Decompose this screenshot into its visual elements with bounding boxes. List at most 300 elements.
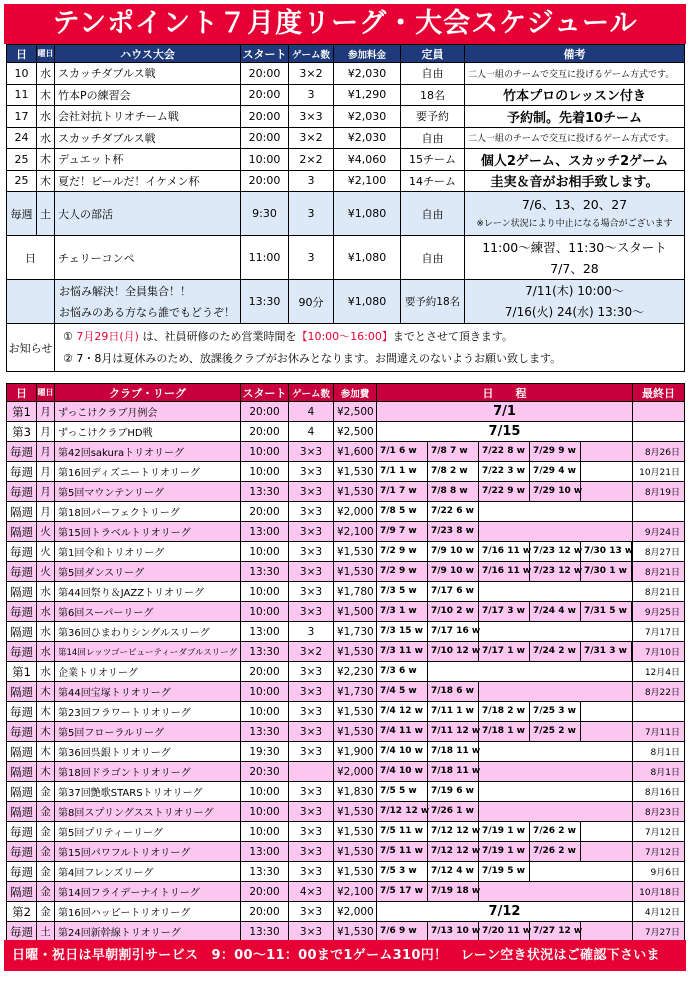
league-name: 第14回フライデーナイトリーグ — [55, 882, 241, 902]
event-day: 11 — [7, 84, 37, 106]
schedule-entry: 7/3 15 w — [377, 622, 428, 641]
schedule-entry: 7/9 7 w — [377, 522, 428, 541]
notice-line-2: ② 7・8月は夏休みのため、放課後クラブがお休みとなります。お間違えのないようお願い致します。 — [63, 351, 562, 365]
league-frequency: 毎週 — [7, 642, 37, 662]
event-start: 20:00 — [241, 127, 289, 149]
league-schedule — [377, 502, 633, 522]
event-day: 日 — [7, 236, 55, 280]
schedule-entry: 7/19 18 w — [428, 882, 479, 901]
event-fee: ¥1,080 — [334, 280, 401, 324]
league-dow: 月 — [37, 482, 55, 502]
notice-hours: 【10:00～16:00】 — [296, 329, 393, 343]
schedule-entry: 7/1 1 w — [377, 462, 428, 481]
league-last-day: 8月21日 — [633, 582, 685, 602]
event-start: 9:30 — [241, 192, 289, 236]
schedule-entry: 7/19 1 w — [479, 822, 530, 841]
schedule-date: 7/12 — [488, 904, 521, 919]
schedule-entries — [377, 742, 632, 761]
league-schedule — [377, 562, 633, 582]
event-day: 25 — [7, 170, 37, 192]
league-schedule — [377, 702, 633, 722]
event-capacity: 要予約 — [401, 106, 465, 128]
league-schedule — [377, 842, 633, 862]
league-name: 第18回パーフェクトリーグ — [55, 502, 241, 522]
event-note: 圭実＆音がお相手致します。 — [465, 170, 685, 192]
schedule-entries — [377, 702, 632, 721]
league-name: 第5回マウンテンリーグ — [55, 482, 241, 502]
league-games: 3×3 — [289, 582, 334, 602]
league-start: 20:30 — [241, 762, 289, 782]
league-games: 3×3 — [289, 742, 334, 762]
league-frequency: 隔週 — [7, 762, 37, 782]
schedule-entries — [377, 902, 632, 921]
event-dow: 木 — [37, 170, 55, 192]
league-row — [7, 642, 685, 662]
league-frequency: 毎週 — [7, 562, 37, 582]
note-line: 7/7、28 — [550, 260, 599, 276]
league-last-day: 9月24日 — [633, 522, 685, 542]
event-day: 毎週 — [7, 192, 37, 236]
league-schedule — [377, 902, 633, 922]
league-name: 第16回ディズニートリオリーグ — [55, 462, 241, 482]
event-day: 10 — [7, 63, 37, 85]
league-name: 第15回パワフルトリオリーグ — [55, 842, 241, 862]
league-last-day: 8月1日 — [633, 742, 685, 762]
league-fee: ¥2,100 — [334, 882, 377, 902]
event-start: 20:00 — [241, 63, 289, 85]
schedule-entries — [377, 562, 632, 581]
league-row — [7, 422, 685, 442]
league-start: 10:00 — [241, 782, 289, 802]
league-dow: 木 — [37, 762, 55, 782]
league-name: 第36回ひまわりシングルスリーグ — [55, 622, 241, 642]
event-capacity: 18名 — [401, 84, 465, 106]
league-fee: ¥2,000 — [334, 502, 377, 522]
league-start: 10:00 — [241, 542, 289, 562]
league-dow: 木 — [37, 702, 55, 722]
schedule-entry: 7/24 2 w — [530, 642, 581, 661]
league-frequency: 毎週 — [7, 482, 37, 502]
club-header-row — [7, 384, 685, 402]
schedule-entry: 7/1 6 w — [377, 442, 428, 461]
league-row — [7, 622, 685, 642]
league-dow: 木 — [37, 682, 55, 702]
event-fee: ¥2,030 — [334, 63, 401, 85]
league-fee: ¥2,100 — [334, 522, 377, 542]
header-day: 日 — [7, 45, 37, 63]
league-start: 10:00 — [241, 802, 289, 822]
event-day — [7, 280, 55, 324]
league-fee: ¥1,780 — [334, 582, 377, 602]
event-name: スカッチダブルス戦 — [55, 63, 241, 85]
header-start: スタート — [241, 384, 289, 402]
house-row-cherry — [7, 236, 685, 280]
event-note: 予約制。先着10チーム — [465, 106, 685, 128]
league-fee: ¥1,830 — [334, 782, 377, 802]
schedule-entry: 7/12 12 w — [428, 822, 479, 841]
schedule-entries — [377, 822, 632, 841]
schedule-entry: 7/13 10 w — [428, 922, 479, 941]
league-last-day: 8月21日 — [633, 562, 685, 582]
league-frequency: 隔週 — [7, 742, 37, 762]
league-last-day: 7月11日 — [633, 722, 685, 742]
league-dow: 月 — [37, 422, 55, 442]
event-fee: ¥4,060 — [334, 149, 401, 171]
schedule-entries — [377, 602, 632, 621]
league-last-day: 9月25日 — [633, 602, 685, 622]
league-last-day: 4月12日 — [633, 902, 685, 922]
league-dow: 金 — [37, 782, 55, 802]
note-line: 7/6、13、20、27 — [521, 196, 628, 212]
schedule-entry: 7/25 2 w — [530, 722, 581, 741]
league-fee: ¥1,500 — [334, 602, 377, 622]
event-start: 20:00 — [241, 106, 289, 128]
schedule-date: 7/15 — [488, 424, 521, 439]
league-row — [7, 662, 685, 682]
league-games: 4 — [289, 422, 334, 442]
league-schedule — [377, 722, 633, 742]
event-games: 3×2 — [289, 63, 334, 85]
league-fee: ¥2,500 — [334, 402, 377, 422]
schedule-entry: 7/22 6 w — [428, 502, 479, 521]
event-games: 3 — [289, 192, 334, 236]
schedule-entry: 7/4 5 w — [377, 682, 428, 701]
league-last-day: 8月16日 — [633, 782, 685, 802]
schedule-entry: 7/17 6 w — [428, 582, 479, 601]
league-name: 第14回レッツゴービューティーダブルスリーグ — [55, 642, 241, 662]
schedule-entry: 7/4 12 w — [377, 702, 428, 721]
note-line: 11:00～練習、11:30～スタート — [482, 239, 667, 255]
league-last-day: 10月21日 — [633, 462, 685, 482]
schedule-entry: 7/24 4 w — [530, 602, 581, 621]
league-dow: 水 — [37, 602, 55, 622]
league-name: 第36回呉銀トリオリーグ — [55, 742, 241, 762]
event-name: 竹本Pの練習会 — [55, 84, 241, 106]
league-schedule — [377, 462, 633, 482]
league-name: 第42回sakuraトリオリーグ — [55, 442, 241, 462]
event-fee: ¥2,100 — [334, 170, 401, 192]
league-row — [7, 402, 685, 422]
league-start: 20:00 — [241, 662, 289, 682]
league-row — [7, 762, 685, 782]
league-games: 4×3 — [289, 882, 334, 902]
event-start: 13:30 — [241, 280, 289, 324]
league-name: 第5回ダンスリーグ — [55, 562, 241, 582]
schedule-date: 7/1 — [493, 404, 516, 419]
schedule-entry: 7/30 1 w — [581, 562, 632, 581]
league-start: 20:00 — [241, 502, 289, 522]
league-games: 3×3 — [289, 502, 334, 522]
schedule-entry: 7/17 1 w — [479, 642, 530, 661]
house-row — [7, 149, 685, 171]
league-name: 第18回ドラゴントリオリーグ — [55, 762, 241, 782]
league-row — [7, 862, 685, 882]
league-name: 第23回フラワートリオリーグ — [55, 702, 241, 722]
club-league-table — [6, 383, 685, 942]
schedule-entry: 7/6 9 w — [377, 922, 428, 941]
house-row-adult — [7, 192, 685, 236]
league-last-day: 7月12日 — [633, 822, 685, 842]
name-line: お悩みのある方なら誰でもどうぞ！ — [59, 305, 235, 319]
schedule-entry: 7/30 13 w — [581, 542, 632, 561]
header-day: 日 — [7, 384, 37, 402]
header-league: クラブ・リーグ — [55, 384, 241, 402]
event-note: 二人一組のチームで交互に投げるゲーム方式です。 — [465, 63, 685, 85]
schedule-entries — [377, 502, 632, 521]
league-start: 13:00 — [241, 842, 289, 862]
league-name: 第15回トラベルトリオリーグ — [55, 522, 241, 542]
schedule-entry: 7/22 3 w — [479, 462, 530, 481]
event-dow: 木 — [37, 149, 55, 171]
league-fee: ¥1,530 — [334, 462, 377, 482]
league-games: 3×3 — [289, 662, 334, 682]
league-name: 第16回ハッピートリオリーグ — [55, 902, 241, 922]
league-frequency: 隔週 — [7, 502, 37, 522]
event-dow: 水 — [37, 63, 55, 85]
league-start: 10:00 — [241, 442, 289, 462]
league-games: 3×2 — [289, 642, 334, 662]
league-row — [7, 742, 685, 762]
event-games: 2×2 — [289, 149, 334, 171]
league-games: 3×3 — [289, 462, 334, 482]
league-dow: 月 — [37, 402, 55, 422]
league-frequency: 第1 — [7, 402, 37, 422]
league-start: 19:30 — [241, 742, 289, 762]
notice-text-part: は、社員研修のため営業時間を — [138, 329, 297, 343]
league-games: 3×3 — [289, 862, 334, 882]
league-frequency: 毎週 — [7, 602, 37, 622]
league-games: 3×3 — [289, 482, 334, 502]
schedule-entry: 7/23 12 w — [530, 542, 581, 561]
event-dow: 木 — [37, 84, 55, 106]
header-schedule: 日 程 — [377, 384, 633, 402]
league-last-day: 8月27日 — [633, 542, 685, 562]
schedule-entry: 7/4 11 w — [377, 722, 428, 741]
event-note: 二人一組のチームで交互に投げるゲーム方式です。 — [465, 127, 685, 149]
league-fee: ¥1,530 — [334, 862, 377, 882]
schedule-entries — [377, 482, 632, 501]
header-dow: 曜日 — [37, 45, 55, 63]
league-row — [7, 442, 685, 462]
league-last-day: 8月1日 — [633, 762, 685, 782]
league-dow: 水 — [37, 662, 55, 682]
league-schedule — [377, 782, 633, 802]
house-header-row — [7, 45, 685, 63]
league-schedule — [377, 862, 633, 882]
league-frequency: 隔週 — [7, 682, 37, 702]
league-start: 10:00 — [241, 462, 289, 482]
note-line: 7/16(火) 24(水) 13:30～ — [504, 304, 645, 319]
schedule-entry: 7/2 9 w — [377, 562, 428, 581]
header-fee: 参加料金 — [334, 45, 401, 63]
league-schedule — [377, 542, 633, 562]
league-schedule — [377, 442, 633, 462]
schedule-entry: 7/22 9 w — [479, 482, 530, 501]
league-schedule — [377, 402, 633, 422]
schedule-entry: 7/8 2 w — [428, 462, 479, 481]
league-last-day — [633, 502, 685, 522]
league-frequency: 毎週 — [7, 702, 37, 722]
event-day: 25 — [7, 149, 37, 171]
schedule-entry: 7/4 10 w — [377, 762, 428, 781]
schedule-entries — [377, 662, 632, 681]
league-row — [7, 882, 685, 902]
league-fee: ¥1,600 — [334, 442, 377, 462]
league-games — [289, 762, 334, 782]
league-schedule — [377, 742, 633, 762]
notice-label: お知らせ — [7, 324, 55, 372]
footer-banner: 日曜・祝日は早朝割引サービス 9：00～11：00まで1ゲーム310円！ レーン空き状況はご確認下さいませ。 — [4, 940, 686, 971]
league-dow: 火 — [37, 542, 55, 562]
schedule-entry: 7/20 11 w — [479, 922, 530, 941]
league-last-day: 10月18日 — [633, 882, 685, 902]
schedule-entries — [377, 842, 632, 861]
schedule-entry: 7/5 11 w — [377, 822, 428, 841]
event-note: 個人2ゲーム、スカッチ2ゲーム — [465, 149, 685, 171]
league-games: 3×3 — [289, 442, 334, 462]
league-frequency: 隔週 — [7, 622, 37, 642]
league-row — [7, 582, 685, 602]
schedule-entry: 7/23 12 w — [530, 562, 581, 581]
schedule-entry: 7/12 4 w — [428, 862, 479, 881]
league-name: 第5回フローラルリーグ — [55, 722, 241, 742]
league-fee: ¥2,000 — [334, 762, 377, 782]
event-name: 大人の部活 — [55, 192, 241, 236]
schedule-entries — [377, 782, 632, 801]
league-frequency: 第2 — [7, 902, 37, 922]
schedule-entry: 7/1 7 w — [377, 482, 428, 501]
league-row — [7, 542, 685, 562]
house-row-consult — [7, 280, 685, 324]
note-line: ※レーン状況により中止になる場合がございます — [476, 218, 673, 229]
notice-text — [55, 324, 685, 372]
schedule-entry: 7/11 1 w — [428, 702, 479, 721]
league-start: 13:00 — [241, 622, 289, 642]
event-capacity: 15チーム — [401, 149, 465, 171]
league-games: 3×3 — [289, 602, 334, 622]
league-fee: ¥1,530 — [334, 482, 377, 502]
event-name: スカッチダブルス戦 — [55, 127, 241, 149]
schedule-entry: 7/5 3 w — [377, 862, 428, 881]
header-capacity: 定員 — [401, 45, 465, 63]
event-start: 20:00 — [241, 84, 289, 106]
league-last-day: 7月27日 — [633, 922, 685, 942]
league-dow: 金 — [37, 862, 55, 882]
league-name: 第24回新幹線トリオリーグ — [55, 922, 241, 942]
league-games: 3×3 — [289, 542, 334, 562]
league-schedule — [377, 482, 633, 502]
event-capacity: 自由 — [401, 63, 465, 85]
league-frequency: 毎週 — [7, 822, 37, 842]
event-day: 17 — [7, 106, 37, 128]
league-fee: ¥1,530 — [334, 542, 377, 562]
event-name — [55, 280, 241, 324]
league-schedule — [377, 662, 633, 682]
league-frequency: 隔週 — [7, 522, 37, 542]
league-fee: ¥1,530 — [334, 722, 377, 742]
schedule-entries — [377, 422, 632, 441]
schedule-entry: 7/22 8 w — [479, 442, 530, 461]
league-games: 3×3 — [289, 682, 334, 702]
league-fee: ¥2,500 — [334, 422, 377, 442]
event-name: デュエット杯 — [55, 149, 241, 171]
event-capacity: 14チーム — [401, 170, 465, 192]
schedule-entry: 7/25 3 w — [530, 702, 581, 721]
schedule-entry: 7/31 5 w — [581, 602, 632, 621]
league-last-day: 8月26日 — [633, 442, 685, 462]
schedule-entries — [377, 882, 632, 901]
league-fee: ¥1,730 — [334, 622, 377, 642]
league-last-day: 8月19日 — [633, 482, 685, 502]
event-note: 竹本プロのレッスン付き — [465, 84, 685, 106]
league-start: 10:00 — [241, 602, 289, 622]
league-dow: 火 — [37, 522, 55, 542]
schedule-entry: 7/8 7 w — [428, 442, 479, 461]
schedule-entries — [377, 682, 632, 701]
league-games: 3×3 — [289, 782, 334, 802]
schedule-entry: 7/29 9 w — [530, 442, 581, 461]
schedule-entry: 7/12 12 w — [377, 802, 428, 821]
league-frequency: 毎週 — [7, 542, 37, 562]
league-dow: 木 — [37, 742, 55, 762]
schedule-entries — [377, 402, 632, 421]
event-games: 3×2 — [289, 127, 334, 149]
league-name: 第44回祭り＆JAZZトリオリーグ — [55, 582, 241, 602]
schedule-entry: 7/11 12 w — [428, 722, 479, 741]
league-games: 3×3 — [289, 722, 334, 742]
schedule-entries — [377, 622, 632, 641]
schedule-entries — [377, 802, 632, 821]
league-start: 13:30 — [241, 922, 289, 942]
league-schedule — [377, 682, 633, 702]
league-start: 13:30 — [241, 862, 289, 882]
schedule-entry: 7/17 3 w — [479, 602, 530, 621]
league-row — [7, 842, 685, 862]
league-schedule — [377, 602, 633, 622]
event-note — [465, 192, 685, 236]
league-frequency: 毎週 — [7, 462, 37, 482]
league-dow: 金 — [37, 822, 55, 842]
league-games: 3×3 — [289, 702, 334, 722]
league-dow: 金 — [37, 902, 55, 922]
name-line: お悩み解決！全員集合！！ — [59, 284, 191, 298]
schedule-entries — [377, 862, 632, 881]
league-start: 20:00 — [241, 402, 289, 422]
schedule-entry: 7/26 2 w — [530, 822, 581, 841]
league-last-day: 9月6日 — [633, 862, 685, 882]
league-last-day: 7月17日 — [633, 622, 685, 642]
header-event: ハウス大会 — [55, 45, 241, 63]
schedule-entry: 7/4 10 w — [377, 742, 428, 761]
schedule-entry: 7/5 5 w — [377, 782, 428, 801]
league-name: 第8回スプリングスストリオリーグ — [55, 802, 241, 822]
league-frequency: 第3 — [7, 422, 37, 442]
event-fee: ¥2,030 — [334, 106, 401, 128]
league-dow: 水 — [37, 642, 55, 662]
league-schedule — [377, 762, 633, 782]
league-name: 第4回フレンズリーグ — [55, 862, 241, 882]
league-frequency: 毎週 — [7, 922, 37, 942]
league-name: 企業トリオリーグ — [55, 662, 241, 682]
house-row — [7, 127, 685, 149]
league-dow: 金 — [37, 842, 55, 862]
header-games: ゲーム数 — [289, 45, 334, 63]
league-dow: 木 — [37, 722, 55, 742]
league-fee: ¥2,000 — [334, 902, 377, 922]
league-schedule — [377, 882, 633, 902]
league-games: 4 — [289, 402, 334, 422]
league-last-day: 8月23日 — [633, 802, 685, 822]
